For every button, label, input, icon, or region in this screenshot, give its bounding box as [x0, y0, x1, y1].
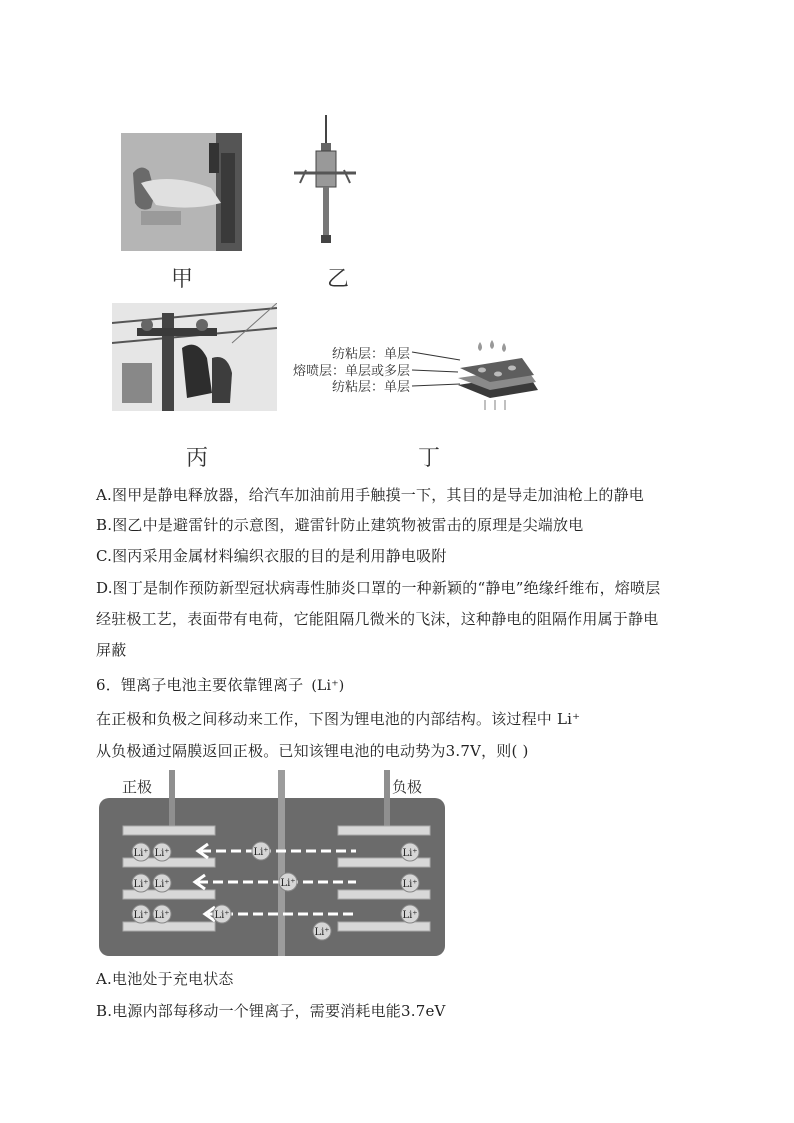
ion-label: Li⁺ [253, 847, 269, 858]
ion-label: Li⁺ [133, 879, 149, 890]
negative-electrode-label: 负极 [392, 778, 423, 796]
q6-option-a: A.电池处于充电状态 [96, 970, 234, 988]
q6-ion-formula: (Li⁺) [311, 678, 345, 694]
ion-label: Li⁺ [154, 910, 170, 921]
figure-jia-photo [121, 133, 242, 251]
figure-bing-caption: 丙 [186, 446, 209, 471]
q6-option-b: B.电源内部每移动一个锂离子，需要消耗电能3.7eV [96, 1002, 446, 1020]
figure-bing-photo [112, 303, 277, 411]
q5-option-d-line1: D.图丁是制作预防新型冠状病毒性肺炎口罩的一种新颖的“静电”绝缘纤维布，熔喷层 [96, 579, 661, 597]
q6-stem-line2: 在正极和负极之间移动来工作，下图为锂电池的内部结构。该过程中 Li⁺ [96, 710, 581, 728]
ion-label: Li⁺ [402, 848, 418, 859]
figure-ding-diagram [290, 340, 540, 412]
ion-label: Li⁺ [314, 927, 330, 938]
figure-ding-caption: 丁 [418, 446, 441, 471]
q6-stem-line3: 从负极通过隔膜返回正极。已知该锂电池的电动势为3.7V，则( ) [96, 742, 529, 760]
figure-yi-lightning-rod [290, 115, 360, 250]
ding-label-top: 纺粘层：单层 [331, 347, 410, 362]
ion-label: Li⁺ [133, 848, 149, 859]
ion-label: Li⁺ [154, 848, 170, 859]
q5-option-d-line2: 经驻极工艺，表面带有电荷，它能阻隔几微米的飞沫，这种静电的阻隔作用属于静电 [96, 610, 659, 628]
ion-label: Li⁺ [280, 878, 296, 889]
figure-jia-caption: 甲 [171, 267, 194, 292]
ding-label-middle: 熔喷层：单层或多层 [292, 364, 410, 379]
ion-label: Li⁺ [133, 910, 149, 921]
battery-diagram [96, 770, 448, 958]
ion-label: Li⁺ [402, 910, 418, 921]
q5-option-c: C.图丙采用金属材料编织衣服的目的是利用静电吸附 [96, 547, 447, 565]
q6-stem-line1 [96, 674, 348, 695]
ion-label: Li⁺ [402, 879, 418, 890]
figure-yi-caption: 乙 [327, 267, 350, 292]
q5-option-d-line3: 屏蔽 [96, 641, 127, 659]
ion-label: Li⁺ [154, 879, 170, 890]
ding-label-bottom: 纺粘层：单层 [331, 380, 410, 395]
q5-option-b: B.图乙中是避雷针的示意图，避雷针防止建筑物被雷击的原理是尖端放电 [96, 516, 584, 534]
positive-electrode-label: 正极 [122, 778, 153, 796]
q5-option-a: A.图甲是静电释放器，给汽车加油前用手触摸一下，其目的是导走加油枪上的静电 [96, 486, 645, 504]
q6-stem-text: 6．锂离子电池主要依靠锂离子 [96, 676, 304, 694]
ion-label: Li⁺ [214, 910, 230, 921]
